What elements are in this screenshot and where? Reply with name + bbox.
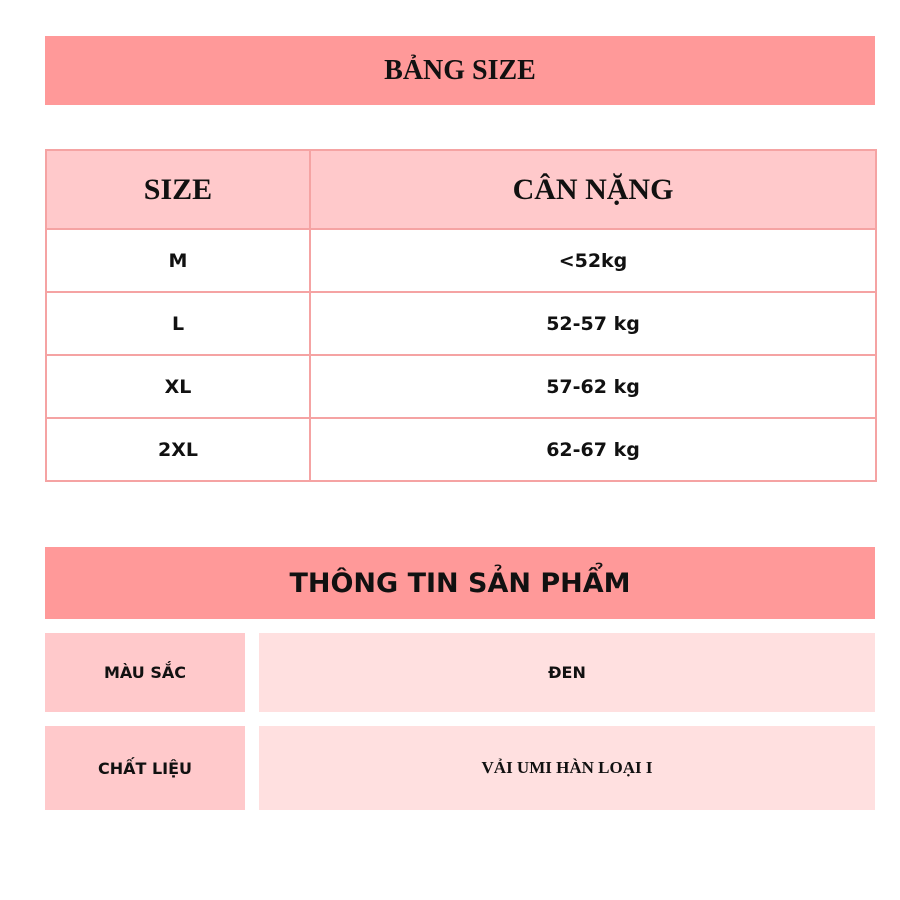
product-info-title <box>45 547 875 619</box>
size-chart-title-text: BẢNG SIZE <box>384 54 536 86</box>
size-cell: L <box>46 292 310 355</box>
size-cell: XL <box>46 355 310 418</box>
size-chart-title <box>45 36 875 105</box>
weight-cell: 62-67 kg <box>310 418 876 481</box>
size-cell: M <box>46 229 310 292</box>
color-value-text: ĐEN <box>548 663 586 682</box>
material-label <box>45 726 245 810</box>
material-label-text: CHẤT LIỆU <box>97 758 193 778</box>
weight-cell: <52kg <box>310 229 876 292</box>
product-info-title-text: THÔNG TIN SẢN PHẨM <box>289 567 631 599</box>
table-row <box>46 229 876 292</box>
material-value <box>259 726 875 810</box>
size-table-header-row <box>46 150 876 229</box>
table-row <box>46 418 876 481</box>
color-label-text: MÀU SẮC <box>103 663 187 682</box>
color-label <box>45 633 245 712</box>
color-value <box>259 633 875 712</box>
table-row <box>46 292 876 355</box>
weight-cell: 52-57 kg <box>310 292 876 355</box>
weight-cell: 57-62 kg <box>310 355 876 418</box>
size-cell: 2XL <box>46 418 310 481</box>
weight-column-header: CÂN NẶNG <box>310 150 876 229</box>
size-column-header: SIZE <box>46 150 310 229</box>
material-value-text: VẢI UMI HÀN LOẠI I <box>481 758 653 777</box>
size-table <box>45 149 877 482</box>
table-row <box>46 355 876 418</box>
